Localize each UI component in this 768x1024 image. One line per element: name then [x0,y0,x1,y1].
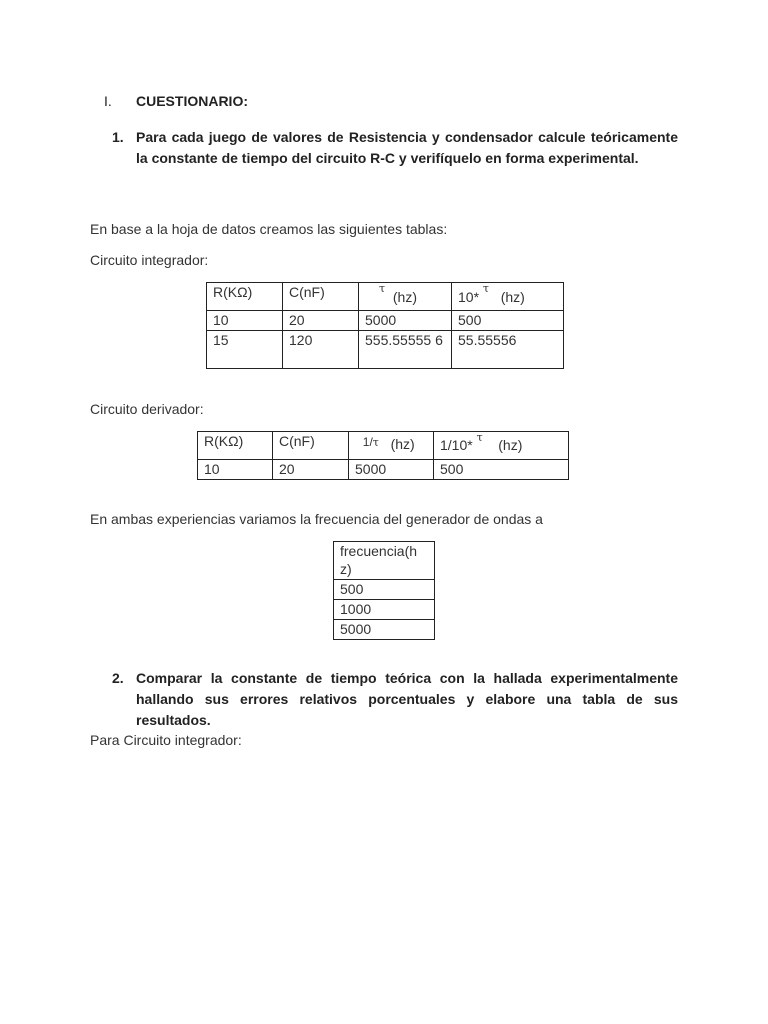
question-2 [112,668,678,732]
intro-paragraph: En base a la hoja de datos creamos las siguientes tablas: [90,221,448,237]
cell: 500 [452,311,564,331]
header-c: C(nF) [273,432,349,460]
question-1-number: 1. [112,129,124,145]
tau-symbol: τ [372,436,379,449]
table-row [334,580,435,600]
cell: 20 [283,311,359,331]
frequency-table [333,541,435,640]
integrator-followup: Para Circuito integrador: [90,732,242,748]
question-2-number: 2. [112,670,124,686]
header-r: R(KΩ) [207,283,283,311]
cell: 10 [198,460,273,480]
header-c: C(nF) [283,283,359,311]
section-title: CUESTIONARIO: [136,93,248,109]
table-header-row [207,283,564,311]
cell: 500 [434,460,569,480]
table-row [207,331,564,369]
header-inv-tau: 1/τ (hz) [349,432,434,460]
table-header-row [334,542,435,580]
tau-symbol: τ [379,282,386,295]
cell: 120 [283,331,359,369]
cell: 1000 [334,600,435,620]
integrator-table [206,282,564,369]
cell: 5000 [359,311,452,331]
header-r: R(KΩ) [198,432,273,460]
question-2-text: Comparar la constante de tiempo teórica con la hallada experimentalmente hallando sus errores relativos porcentuales y elabore una tabla de sus resultados. [136,670,678,728]
table-row [334,600,435,620]
table-row [207,311,564,331]
derivator-table [197,431,569,480]
header-frequency: frecuencia(hz) [334,542,435,580]
cell: 20 [273,460,349,480]
cell: 5000 [334,620,435,640]
table-row [198,460,569,480]
cell: 10 [207,311,283,331]
tau-symbol: τ [482,282,490,295]
question-1-text: Para cada juego de valores de Resistencia y condensador calcule teóricamente la constante de tiempo del circuito R-C y verifíquelo en forma experimental. [136,129,678,166]
question-1 [112,127,678,191]
derivator-label: Circuito derivador: [90,401,204,417]
cell: 500 [334,580,435,600]
section-number: I. [104,93,112,109]
table-row [334,620,435,640]
header-tau: $^\tau$ (hz) [359,283,452,311]
cell: 15 [207,331,283,369]
tau-symbol: τ [476,431,483,444]
header-ten-tau: 1/10* $^\tau$ (hz) [434,432,569,460]
cell: 55.55556 [452,331,564,369]
frequency-intro: En ambas experiencias variamos la frecuencia del generador de ondas a [90,511,543,527]
cell: 5000 [349,460,434,480]
cell: 555.55555 6 [359,331,452,369]
table-header-row [198,432,569,460]
header-ten-tau: 10* $^\tau$ (hz) [452,283,564,311]
integrator-label: Circuito integrador: [90,252,209,268]
